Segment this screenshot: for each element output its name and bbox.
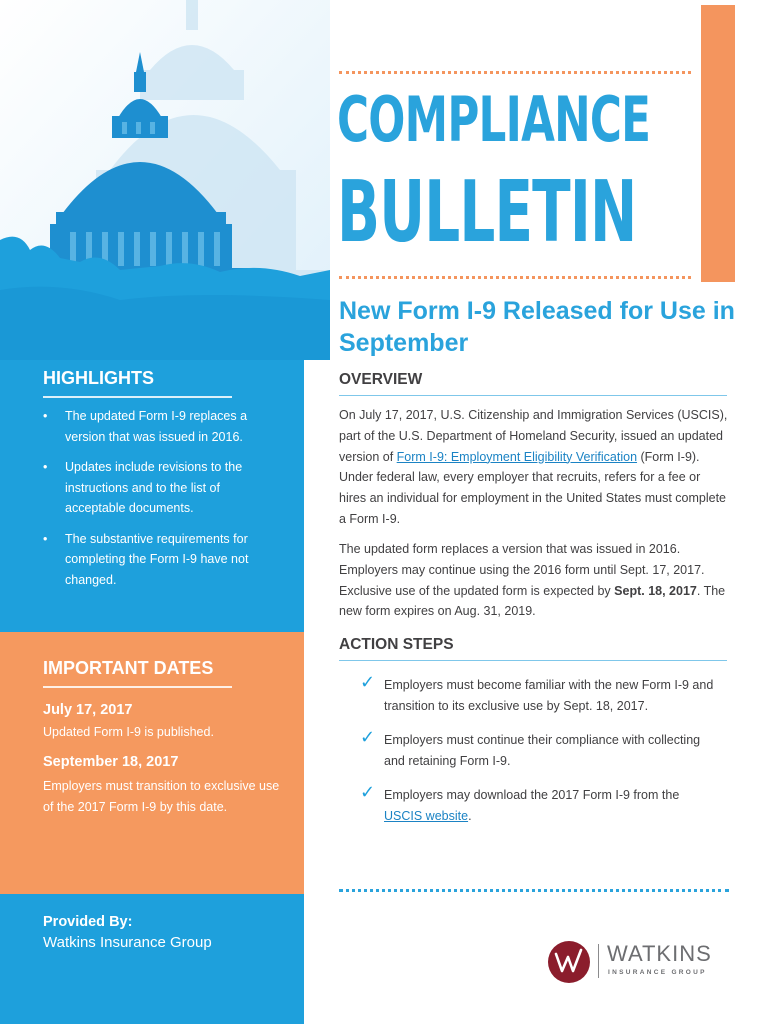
overview-paragraph-2: The updated form replaces a version that was issued in 2016. Employers may continue using the 2016 form until Sept. 17, 2017. Exclusive use of the updated form is expected by Sept. 18, 2017. The new form expires on Aug. 31, 2019. bbox=[339, 542, 726, 619]
bullet-icon: • bbox=[43, 460, 48, 474]
date-description: Employers must transition to exclusive use of the 2017 Form I-9 by this date. bbox=[43, 779, 280, 814]
bullet-icon: • bbox=[43, 531, 48, 546]
checkmark-icon: ✓ bbox=[360, 727, 376, 747]
important-dates-title: IMPORTANT DATES bbox=[43, 658, 214, 678]
highlights-title: HIGHLIGHTS bbox=[43, 368, 154, 388]
date-heading: July 17, 2017 bbox=[43, 702, 133, 718]
bulletin-title-line1: COMPLIANCE bbox=[337, 84, 651, 157]
uscis-website-link[interactable]: USCIS website bbox=[384, 808, 469, 823]
highlights-list bbox=[43, 406, 283, 600]
checkmark-icon: ✓ bbox=[360, 672, 376, 692]
overview-rule bbox=[339, 395, 727, 396]
checkmark-icon: ✓ bbox=[360, 782, 376, 802]
important-dates-panel bbox=[0, 632, 304, 894]
date-description: Updated Form I-9 is published. bbox=[43, 725, 214, 739]
provided-by-panel bbox=[0, 894, 304, 1024]
title-dotted-rule-top bbox=[339, 71, 691, 74]
important-dates-rule bbox=[43, 686, 232, 688]
accent-bar bbox=[701, 5, 735, 282]
logo-wordmark: WATKINS bbox=[607, 941, 712, 966]
provided-by-label: Provided By: bbox=[43, 914, 133, 930]
highlights-panel bbox=[0, 360, 304, 632]
watkins-logo-mark-icon bbox=[547, 940, 591, 984]
highlights-rule bbox=[43, 396, 232, 398]
bullet-icon: • bbox=[43, 409, 48, 423]
action-steps-rule bbox=[339, 660, 727, 661]
list-item: • The updated Form I-9 replaces a version that was issued in 2016. bbox=[43, 406, 283, 447]
list-item: • Updates include revisions to the instructions and to the list of acceptable documents. bbox=[43, 457, 283, 519]
overview-title: OVERVIEW bbox=[339, 371, 423, 388]
footer-dotted-rule bbox=[339, 889, 729, 892]
list-item: • The substantive requirements for completing the Form I-9 have not changed. bbox=[43, 529, 283, 591]
provider-name: Watkins Insurance Group bbox=[43, 934, 212, 951]
title-dotted-rule-bottom bbox=[339, 276, 691, 279]
form-i9-link[interactable]: Form I-9: Employment Eligibility Verification bbox=[396, 449, 638, 464]
logo-divider bbox=[598, 944, 599, 978]
bulletin-title-line2: BULLETIN bbox=[337, 164, 637, 262]
capitol-dome-image bbox=[0, 0, 330, 360]
headline: New Form I-9 Released for Use in September bbox=[339, 297, 735, 357]
date-heading: September 18, 2017 bbox=[43, 754, 179, 770]
logo-subtitle: INSURANCE GROUP bbox=[608, 969, 707, 976]
action-steps-title: ACTION STEPS bbox=[339, 636, 454, 653]
watkins-logo bbox=[545, 938, 745, 988]
overview-paragraph-1: On July 17, 2017, U.S. Citizenship and Immigration Services (USCIS), part of the U.S. Department of Homeland Security, issued an updated version of Form I-9: Employment Eligibility Verification (Form I-9). Under federal law, every employer that recruits, refers for a fee or hires an individual for employment in the United States must complete a Form I-9. bbox=[339, 408, 728, 526]
